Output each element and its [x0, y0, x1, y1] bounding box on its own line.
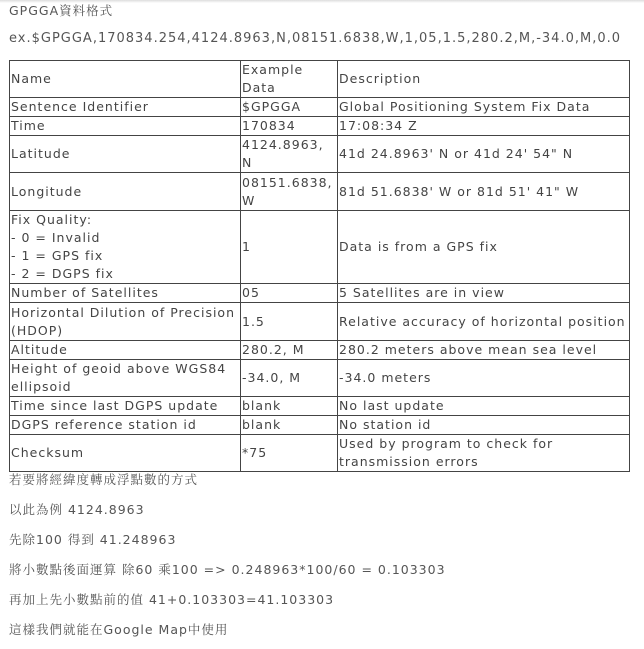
example-sentence: ex.$GPGGA,170834.254,4124.8963,N,08151.6838,W,1,05,1.5,280.2,M,-34.0,M,0.0	[9, 31, 622, 46]
gpgga-table	[9, 60, 630, 472]
cell-name: Latitude	[10, 136, 241, 173]
table-row	[10, 416, 630, 435]
header-name: Name	[10, 61, 241, 98]
cell-example: 08151.6838, W	[241, 173, 338, 211]
cell-example: blank	[241, 397, 338, 416]
cell-description: Global Positioning System Fix Data	[338, 98, 630, 117]
cell-example: -34.0, M	[241, 360, 338, 397]
cell-description: Data is from a GPS fix	[338, 211, 630, 284]
table-row	[10, 397, 630, 416]
cell-description: -34.0 meters	[338, 360, 630, 397]
cell-description: No last update	[338, 397, 630, 416]
paragraph: 若要將經緯度轉成浮點數的方式	[9, 472, 199, 487]
cell-description: Relative accuracy of horizontal position	[338, 303, 630, 341]
table-row	[10, 303, 630, 341]
cell-name: Longitude	[10, 173, 241, 211]
cell-example: 1	[241, 211, 338, 284]
table-row	[10, 360, 630, 397]
table-row	[10, 136, 630, 173]
cell-name: Height of geoid above WGS84 ellipsoid	[10, 360, 241, 397]
cell-description: No station id	[338, 416, 630, 435]
table-row	[10, 173, 630, 211]
cell-name: Fix Quality: - 0 = Invalid - 1 = GPS fix - 2 = DGPS fix	[10, 211, 241, 284]
paragraph: 先除100 得到 41.248963	[9, 532, 177, 547]
cell-description: 280.2 meters above mean sea level	[338, 341, 630, 360]
table-row	[10, 117, 630, 136]
cell-example: 05	[241, 284, 338, 303]
cell-name: Number of Satellites	[10, 284, 241, 303]
cell-description: 81d 51.6838' W or 81d 51' 41" W	[338, 173, 630, 211]
cell-name: DGPS reference station id	[10, 416, 241, 435]
cell-description: Used by program to check for transmission errors	[338, 435, 630, 472]
header-description: Description	[338, 61, 630, 98]
cell-description: 5 Satellites are in view	[338, 284, 630, 303]
cell-example: 1.5	[241, 303, 338, 341]
cell-example: 280.2, M	[241, 341, 338, 360]
table-row	[10, 98, 630, 117]
cell-example: 170834	[241, 117, 338, 136]
cell-description: 41d 24.8963' N or 41d 24' 54" N	[338, 136, 630, 173]
cell-name: Time	[10, 117, 241, 136]
cell-name: Checksum	[10, 435, 241, 472]
cell-name: Altitude	[10, 341, 241, 360]
cell-name: Horizontal Dilution of Precision (HDOP)	[10, 303, 241, 341]
paragraph: 將小數點後面運算 除60 乘100 => 0.248963*100/60 = 0.103303	[9, 562, 446, 577]
table-header-row	[10, 61, 630, 98]
page-title: GPGGA資料格式	[9, 3, 114, 18]
paragraph: 以此為例 4124.8963	[9, 502, 145, 517]
table-row	[10, 211, 630, 284]
table-row	[10, 284, 630, 303]
cell-example: 4124.8963, N	[241, 136, 338, 173]
table-row	[10, 435, 630, 472]
paragraph: 再加上先小數點前的值 41+0.103303=41.103303	[9, 592, 335, 607]
cell-example: *75	[241, 435, 338, 472]
paragraph: 這樣我們就能在Google Map中使用	[9, 622, 229, 637]
cell-example: blank	[241, 416, 338, 435]
table-row	[10, 341, 630, 360]
header-example: Example Data	[241, 61, 338, 98]
cell-name: Time since last DGPS update	[10, 397, 241, 416]
cell-example: $GPGGA	[241, 98, 338, 117]
cell-name: Sentence Identifier	[10, 98, 241, 117]
cell-description: 17:08:34 Z	[338, 117, 630, 136]
